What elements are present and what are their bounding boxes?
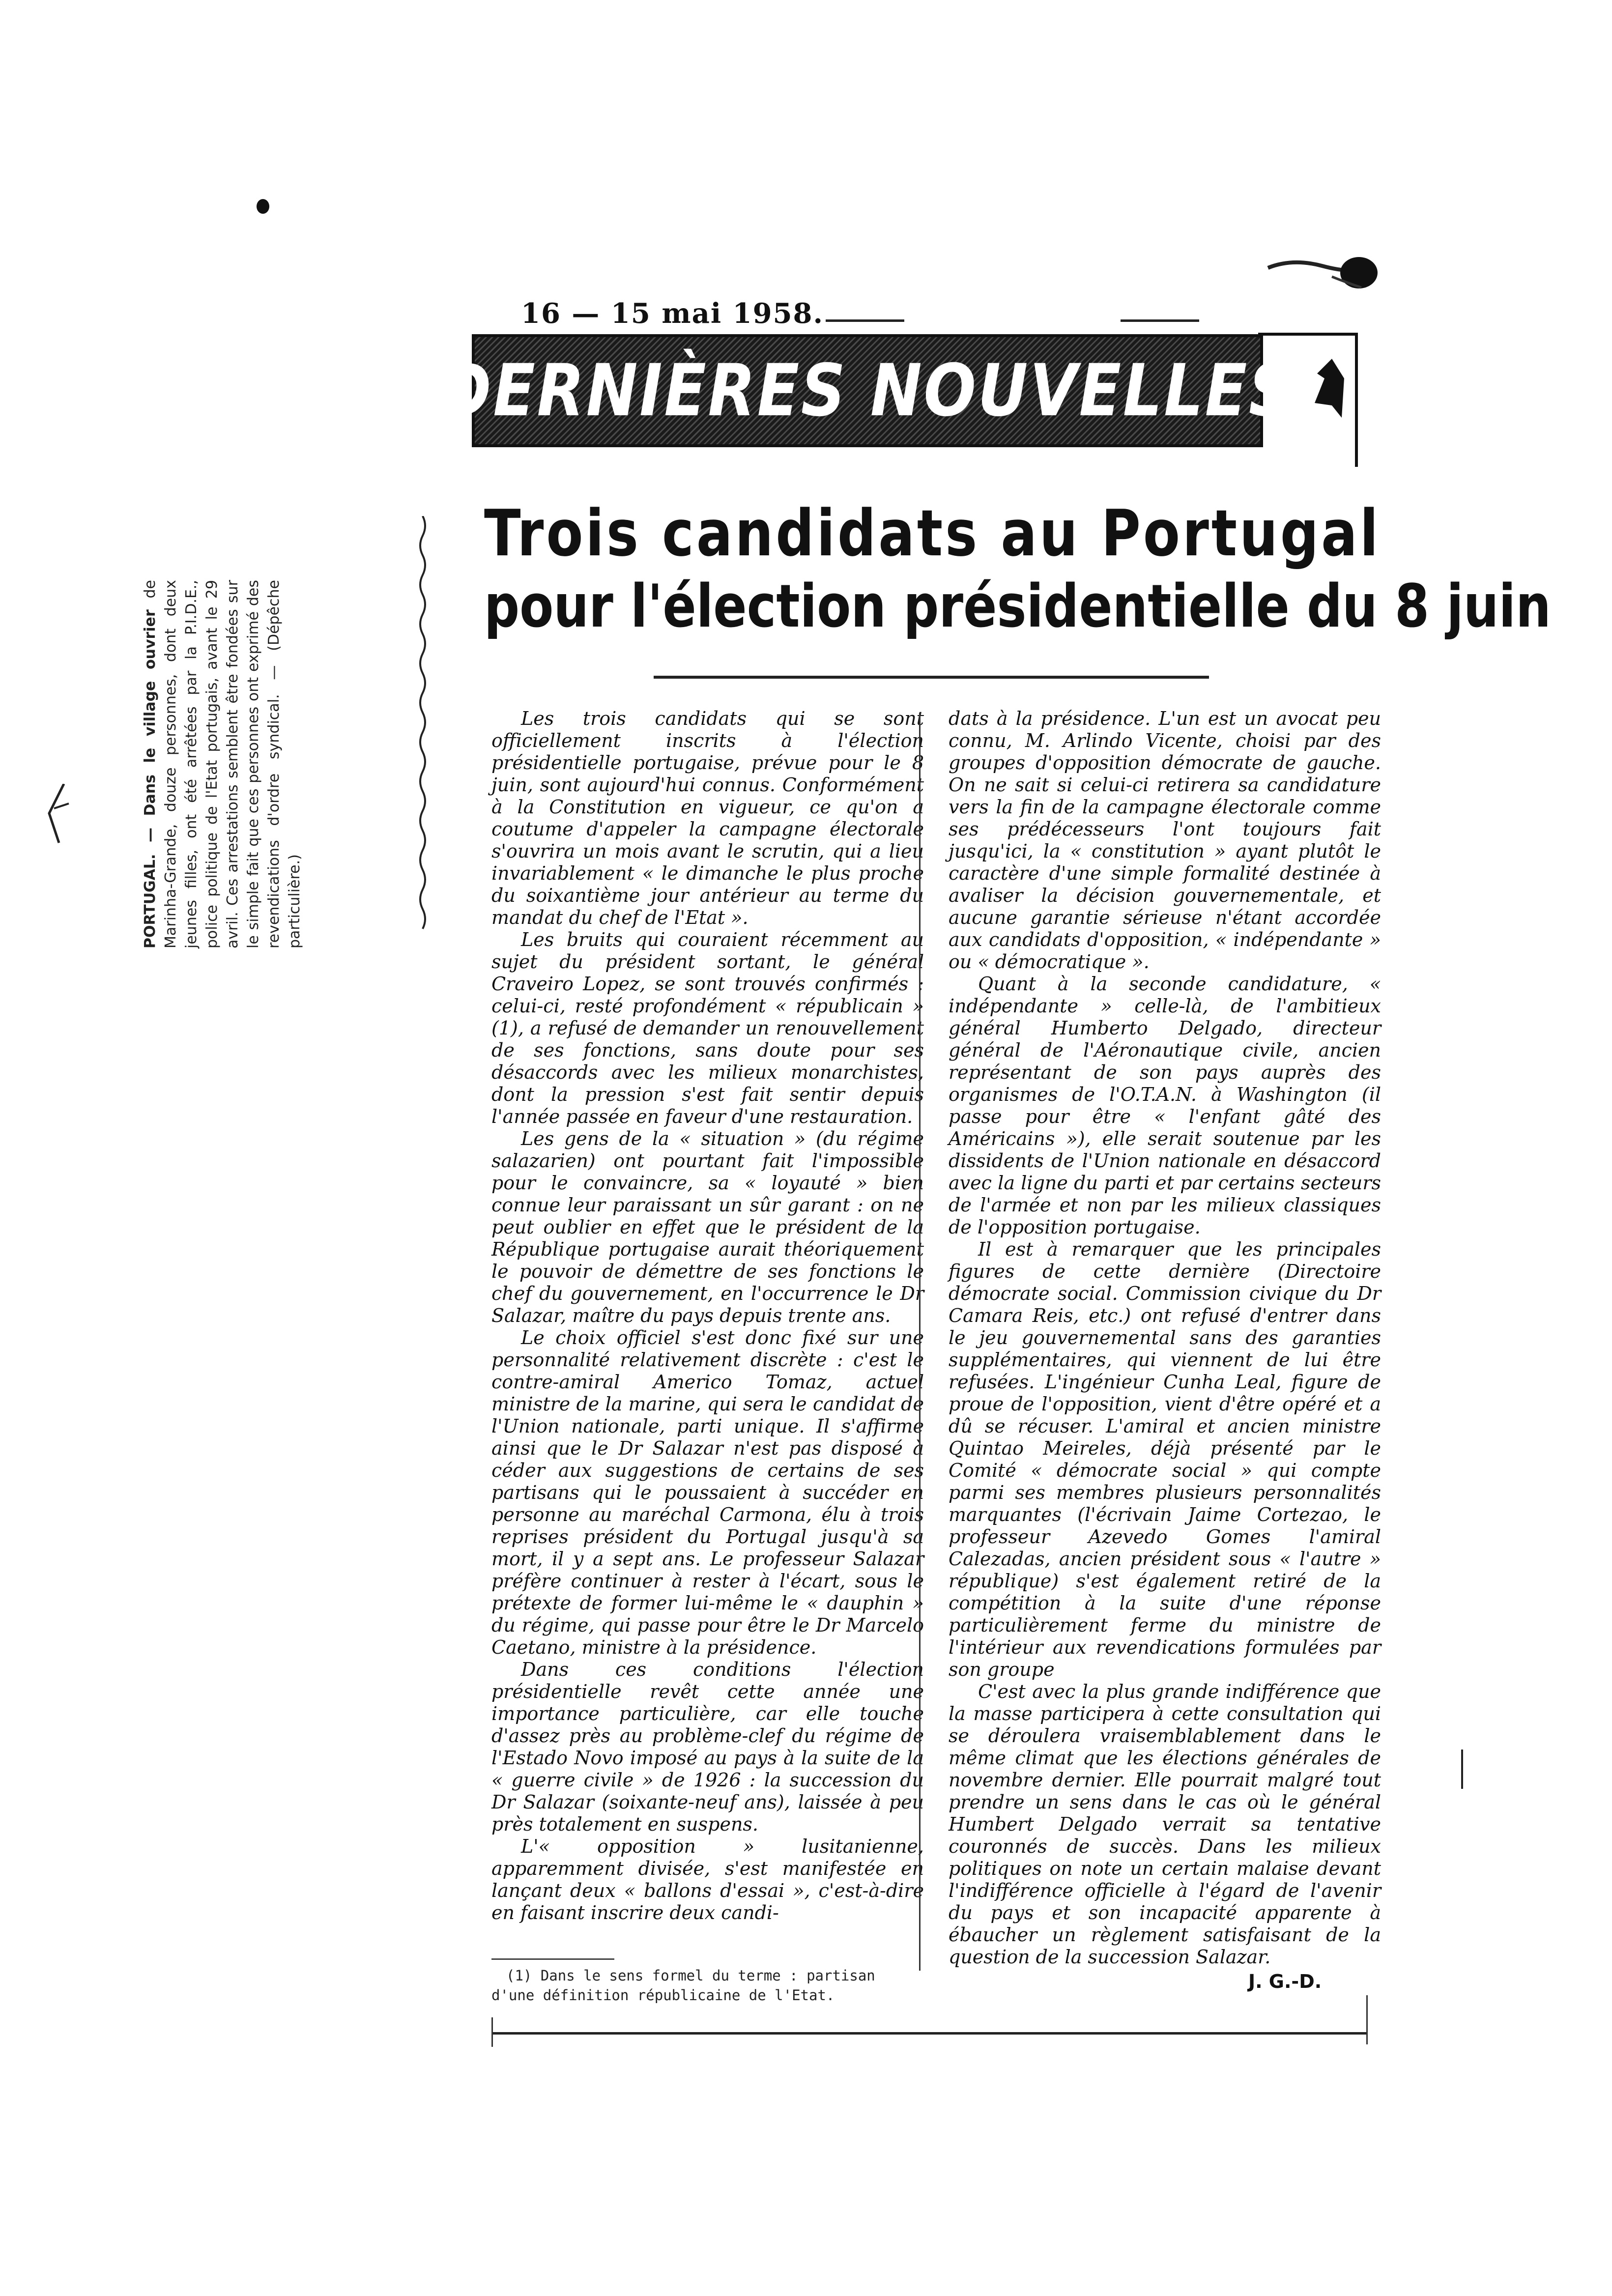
footnote-text: (1) Dans le sens formel du terme : partisan d'une définition républicaine de l'Etat. — [491, 1967, 875, 2004]
article-paragraph: Quant à la seconde candidature, « indépendante » celle-là, de l'ambitieux général Humberto Delgado, directeur général de l'Aéronautique civile, ancien représentant de son pays auprès des organismes de l'O.T.A.N. à Washington (il passe pour être « l'enfant gâté des Américains »), elle serait soutenue par les dissidents de l'Union nationale en désaccord avec la ligne du parti et par certains secteurs de l'armée et non par les milieux classiques de l'opposition portugaise. — [949, 973, 1381, 1238]
headline — [484, 496, 1551, 644]
article-paragraph: Le choix officiel s'est donc fixé sur une personnalité relativement discrète : c'est le contre-amiral Americo Tomaz, actuel ministre de la marine, qui sera le candidat de l'Union nationale, parti unique. Il s'affirme ainsi que le Dr Salazar n'est pas disposé à céder aux suggestions de certains de ses partisans qui le poussaient à succéder en personne au maréchal Carmona, élu à trois reprises président du Portugal jusqu'à sa mort, il y a sept ans. Le professeur Salazar préfère continuer à rester à l'écart, sous le prétexte de former lui-même le « dauphin » du régime, qui passe pour être le Dr Marcelo Caetano, ministre à la présidence. — [491, 1327, 924, 1658]
dateline-rule — [826, 319, 904, 322]
side-brief — [140, 580, 303, 948]
article-bottom-rule — [491, 2032, 1366, 2035]
article-column-left — [491, 708, 924, 1924]
side-brief-lead: PORTUGAL. — Dans le village ouvrier — [142, 609, 159, 948]
banner-emblem-icon — [1258, 305, 1366, 467]
side-brief-text: de Marinha-Grande, douze personnes, dont deux jeunes filles, ont été arrêtées par la P.I.D.E., police politique de l'Etat portugais, avant le 29 avril. Ces arrestations semblent être fondées sur le simple fait que ces personnes ont exprimé des revendications d'ordre syndical. — (Dépêche particulière.) — [142, 580, 303, 948]
wavy-rule — [417, 516, 429, 939]
headline-line-1: Trois candidats au Portugal — [484, 496, 1381, 571]
article-paragraph: Les trois candidats qui se sont officiellement inscrits à l'élection présidentielle portugaise, prévue pour le 8 juin, sont aujourd'hui connus. Conformément à la Constitution en vigueur, ce qu'on a coutume d'appeler la campagne électorale s'ouvrira un mois avant le scrutin, qui a lieu invariablement « le dimanche le plus proche du soixantième jour antérieur au terme du mandat du chef de l'Etat ». — [491, 708, 924, 928]
article-paragraph: L'« opposition » lusitanienne, apparemment divisée, s'est manifestée en lançant deux « ballons d'essai », c'est-à-dire en faisant inscrire deux candi- — [491, 1836, 924, 1923]
margin-mark-icon — [1455, 1750, 1469, 1789]
column-separator — [919, 713, 921, 1971]
article-paragraph: Dans ces conditions l'élection présidentielle revêt cette année une importance particulière, car elle touche d'assez près au problème-clef du régime de l'Estado Novo imposé au pays à la suite de la « guerre civile » de 1926 : la succession du Dr Salazar (soixante-neuf ans), laissée à peu près totalement en suspens. — [491, 1659, 924, 1835]
margin-mark-icon — [44, 784, 74, 853]
headline-line-2: pour l'élection présidentielle du 8 juin — [484, 573, 1551, 641]
banner-title: DERNIÈRES NOUVELLES — [440, 349, 1295, 432]
footnote-rule — [491, 1958, 614, 1960]
corner-tick — [491, 2017, 493, 2047]
author-signature: J. G.-D. — [1248, 1971, 1322, 1992]
headline-rule — [654, 676, 1209, 679]
footnote — [491, 1966, 924, 2005]
section-banner — [440, 334, 1295, 447]
dateline: 16 — 15 mai 1958. — [521, 297, 824, 330]
corner-tick — [1366, 1995, 1368, 2044]
article-paragraph: Les gens de la « situation » (du régime salazarien) ont pourtant fait l'impossible pour le convaincre, sa « loyauté » bien connue leur paraissant un sûr garant : on ne peut oublier en effet que le président de la République portugaise aurait théoriquement le pouvoir de démettre de ses fonctions le chef du gouvernement, en l'occurrence le Dr Salazar, maître du pays depuis trente ans. — [491, 1128, 924, 1326]
article-paragraph: C'est avec la plus grande indifférence que la masse participera à cette consultation qui se déroulera vraisemblablement dans le même climat que les élections générales de novembre dernier. Elle pourrait malgré tout prendre un sens dans le cas où le général Humbert Delgado verrait sa tentative couronnés de succès. Dans les milieux politiques on note un certain malaise devant l'indifférence officielle à l'égard de l'avenir du pays et son incapacité apparente à ébaucher un règlement satisfaisant de la question de la succession Salazar. — [949, 1681, 1381, 1968]
ink-dot — [257, 199, 269, 214]
article-paragraph: dats à la présidence. L'un est un avocat peu connu, M. Arlindo Vicente, choisi par des groupes d'opposition démocrate de gauche. On ne sait si celui-ci retirera sa candidature vers la fin de la campagne électorale comme ses prédécesseurs l'ont toujours fait jusqu'ici, la « constitution » ayant plutôt le caractère d'une simple formalité destinée à avaliser la décision gouvernementale, et aucune garantie sérieuse n'étant accordée aux candidats d'opposition, « indépendante » ou « démocratique ». — [949, 708, 1381, 973]
article-paragraph: Il est à remarquer que les principales figures de cette dernière (Directoire démocrate social. Commission civique du Dr Camara Reis, etc.) ont refusé d'entrer dans le jeu gouvernemental sans des garanties supplémentaires, qui viennent de lui être refusées. L'ingénieur Cunha Leal, figure de proue de l'opposition, vient d'être opéré et a dû se récuser. L'amiral et ancien ministre Quintao Meireles, déjà présenté par le Comité « démocrate social » qui compte parmi ses membres plusieurs personnalités marquantes (l'écrivain Jaime Cortezao, le professeur Azevedo Gomes l'amiral Calezadas, ancien président sous « l'autre » république) s'est également retiré de la compétition à la suite d'une réponse particulièrement ferme du ministre de l'intérieur aux revendications formulées par son groupe — [949, 1238, 1381, 1680]
article-column-right — [949, 708, 1381, 1968]
dateline-rule — [1121, 319, 1199, 322]
article-paragraph: Les bruits qui couraient récemment au sujet du président sortant, le général Craveiro Lopez, se sont trouvés confirmés : celui-ci, resté profondément « républicain » (1), a refusé de demander un renouvellement de ses fonctions, sans doute pour ses désaccords avec les milieux monarchistes, dont la pression s'est fait sentir depuis l'année passée en faveur d'une restauration. — [491, 929, 924, 1127]
ink-smudge-icon — [1263, 248, 1381, 292]
